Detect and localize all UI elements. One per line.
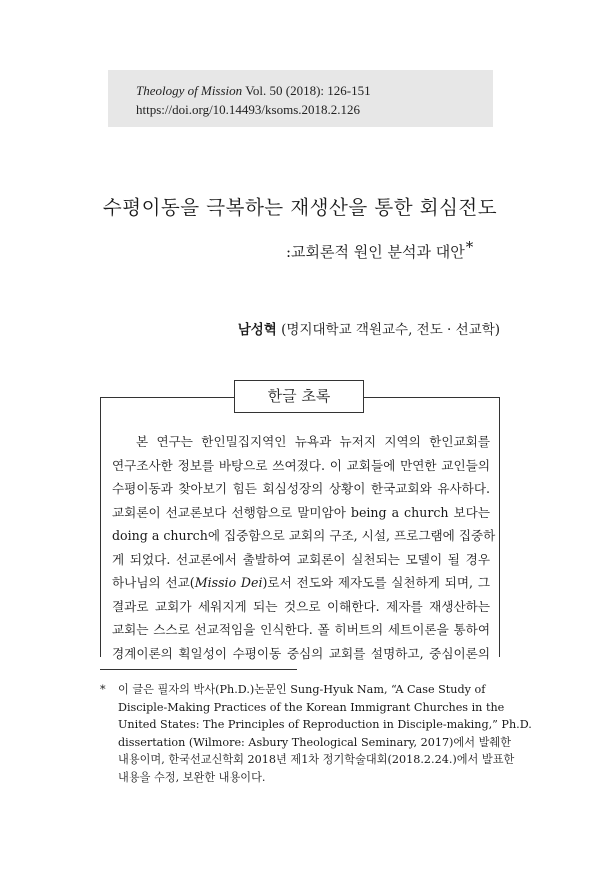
footnote-line: dissertation (Wilmore: Asbury Theological Seminary, 2017)에서 발췌한 [118,735,512,749]
footnote-line: 내용이며, 한국선교신학회 2018년 제1차 정기학술대회(2018.2.24.)에서 발표한 [118,753,515,766]
abstract-line: 교회론이 선교론보다 선행함으로 말미암아 being a church 보다는 [112,504,490,520]
missio-dei-term: Missio Dei [194,575,263,590]
footnote-line: United States: The Principles of Reproduction in Disciple-making,” Ph.D. [118,718,532,731]
footnote [100,681,532,786]
abstract-line: 게 되었다. 선교론에서 출발하여 교회론이 실천되는 모델이 될 경우 [112,551,490,567]
abstract-line: 연구조사한 정보를 바탕으로 쓰여졌다. 이 교회들에 만연한 교인들의 [112,457,490,473]
citation-line [136,81,493,100]
abstract-line: 수평이동과 찾아보기 힘든 회심성장의 상황이 한국교회와 유사하다. [112,481,490,496]
paper-title: 수평이동을 극복하는 재생산을 통한 회심전도 [102,196,498,219]
author-name: 남성혁 [237,322,277,338]
abstract-line: 교회는 스스로 선교적임을 인식한다. 폴 히버트의 세트이론을 통하여 [112,622,490,637]
volume-info: Vol. 50 (2018): 126-151 [245,83,371,98]
footnote-line: 이 글은 필자의 박사(Ph.D.)논문인 Sung-Hyuk Nam, “A Case Study of [118,683,486,696]
footnote-line: Disciple-Making Practices of the Korean Immigrant Churches in the [118,700,505,714]
abstract-text: )로서 전도와 제자도를 실천하게 되며, 그 [262,575,490,590]
subtitle-text: :교회론적 원인 분석과 대안 [286,243,465,261]
abstract-text: 하나님의 선교( [112,575,195,590]
journal-header [108,70,493,127]
footnote-line: 내용을 수정, 보완한 내용이다. [118,770,266,784]
abstract-heading: 한글 초록 [234,380,364,413]
title-footnote-marker[interactable]: * [465,238,474,256]
doi-link[interactable]: https://doi.org/10.14493/ksoms.2018.2.126 [136,102,361,117]
abstract-body [112,430,496,665]
abstract-line: 본 연구는 한인밀집지역인 뉴욕과 뉴저지 지역의 한인교회를 [136,434,490,449]
abstract-line: 결과로 교회가 세워지게 되는 것으로 이해한다. 제자를 재생산하는 [112,598,490,614]
author-line [238,318,500,338]
abstract-line: doing a church에 집중함으로 교회의 구조, 시설, 프로그램에 집중하 [112,528,496,543]
abstract-line-missio-dei [112,571,490,595]
footnote-marker: * [100,683,106,696]
footnote-divider [100,669,297,670]
paper-subtitle [286,238,473,262]
author-affiliation: (명지대학교 객원교수, 전도 · 선교학) [281,322,500,338]
abstract-line: 경계이론의 획일성이 수평이동 중심의 교회를 설명하고, 중심이론의 [112,645,490,661]
journal-name: Theology of Mission [136,83,243,98]
